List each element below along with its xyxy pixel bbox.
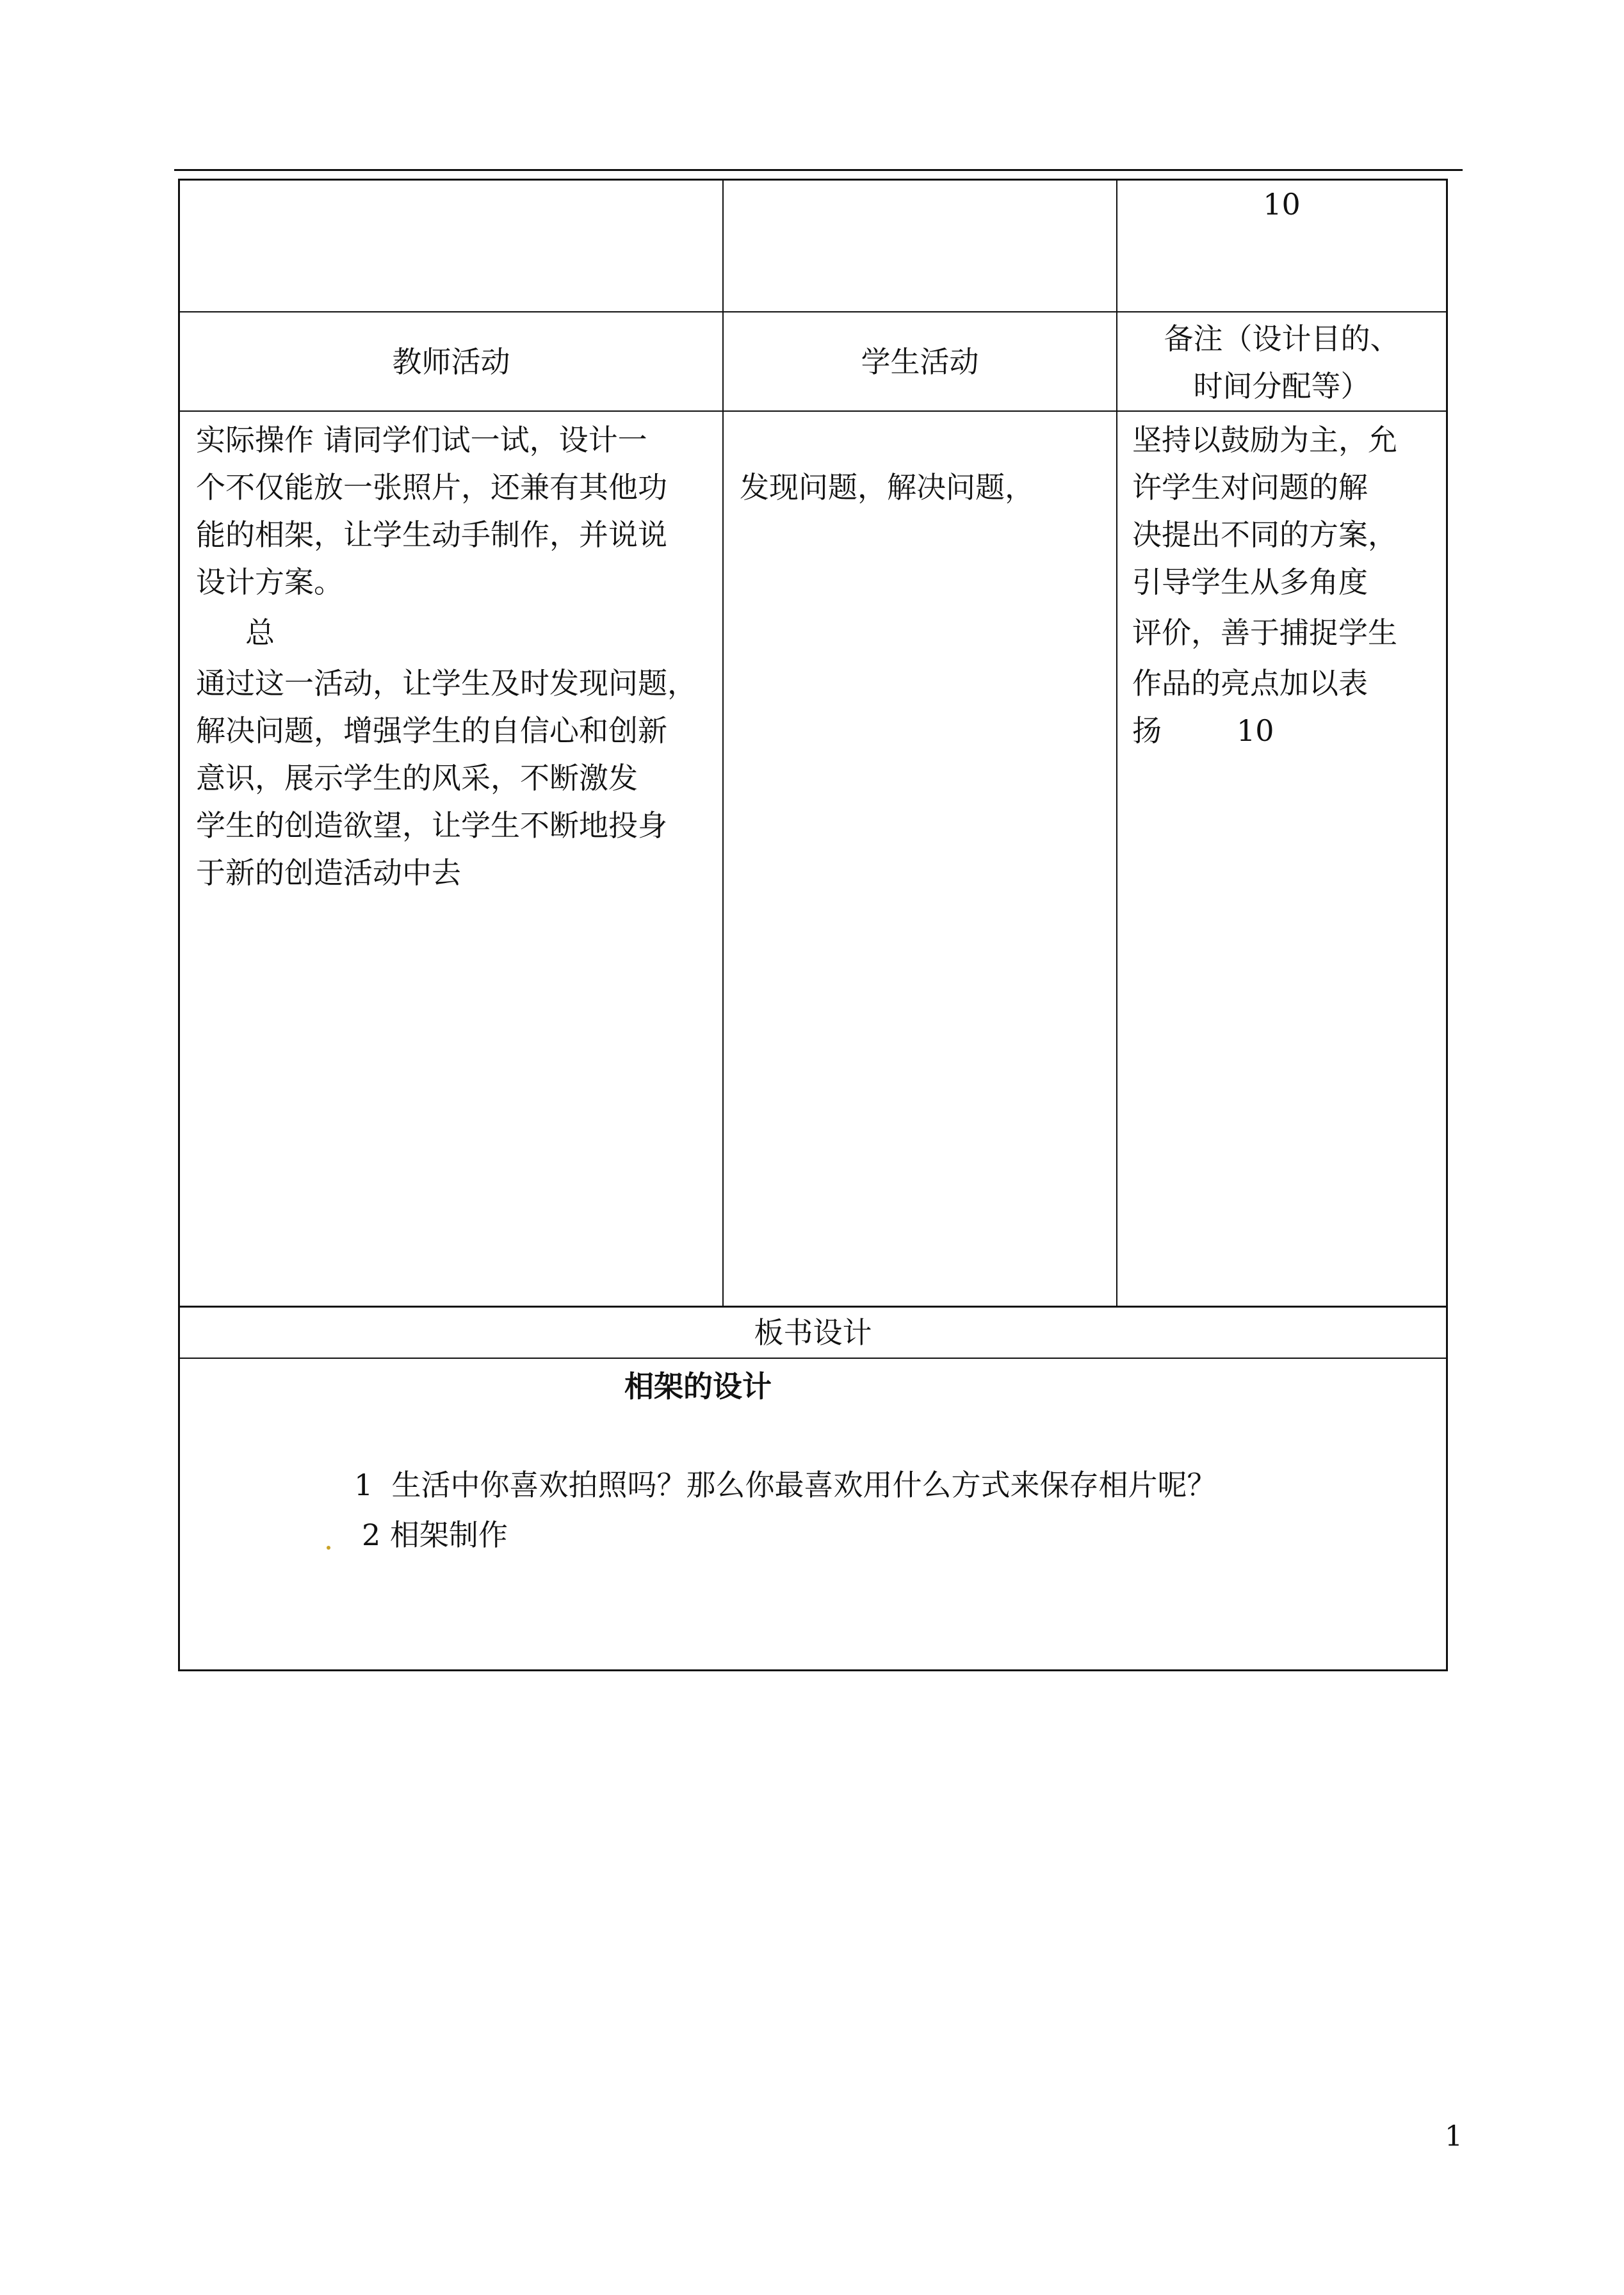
header-student-activity: 学生活动 bbox=[861, 345, 979, 379]
teacher-text-line: 于新的创造活动中去 bbox=[196, 856, 461, 890]
table-row-divider bbox=[178, 410, 1448, 412]
remarks-text-line: 决提出不同的方案， bbox=[1132, 517, 1397, 552]
teacher-text-line: 解决问题，增强学生的自信心和创新 bbox=[196, 713, 667, 748]
student-activity-text: 发现问题，解决问题， bbox=[740, 470, 1034, 505]
teacher-text-line: 能的相架，让学生动手制作，并说说 bbox=[196, 517, 667, 552]
table-row-divider bbox=[178, 311, 1448, 312]
table-border-right bbox=[1446, 179, 1448, 1671]
header-rule bbox=[174, 169, 1463, 171]
board-title: 相架的设计 bbox=[624, 1369, 772, 1404]
board-design-heading: 板书设计 bbox=[754, 1315, 872, 1350]
board-item-2: 2 相架制作 bbox=[362, 1518, 508, 1552]
teacher-text-line: 学生的创造欲望，让学生不断地投身 bbox=[196, 808, 667, 843]
board-item-1: 1 生活中你喜欢拍照吗？那么你最喜欢用什么方式来保存相片呢？ bbox=[354, 1468, 1217, 1502]
remarks-text-line: 引导学生从多角度 bbox=[1132, 565, 1368, 599]
table-border-bottom bbox=[178, 1669, 1448, 1671]
teacher-text-line: 总 bbox=[245, 615, 275, 650]
top-row-remarks: 10 bbox=[1263, 187, 1301, 222]
page-number: 1 bbox=[1445, 2120, 1463, 2153]
remarks-text-line: 扬 10 bbox=[1132, 713, 1274, 748]
table-row-divider bbox=[178, 1306, 1448, 1308]
remarks-text-line: 坚持以鼓励为主，允 bbox=[1132, 423, 1397, 457]
orange-dot-mark bbox=[327, 1546, 330, 1550]
header-remarks-line-2: 时间分配等） bbox=[1193, 369, 1370, 403]
teacher-text-line: 实际操作 请同学们试一试，设计一 bbox=[196, 423, 647, 457]
remarks-text-line: 许学生对问题的解 bbox=[1132, 470, 1368, 505]
teacher-text-line: 设计方案。 bbox=[196, 565, 343, 599]
teacher-text-line: 意识，展示学生的风采，不断激发 bbox=[196, 761, 638, 795]
header-teacher-activity: 教师活动 bbox=[392, 345, 510, 379]
table-border-left bbox=[178, 179, 180, 1671]
remarks-text-line: 作品的亮点加以表 bbox=[1132, 666, 1368, 701]
header-remarks-line-1: 备注（设计目的、 bbox=[1164, 321, 1400, 356]
table-row-divider bbox=[178, 1358, 1448, 1359]
teacher-text-line: 通过这一活动，让学生及时发现问题， bbox=[196, 666, 697, 701]
teacher-text-line: 个不仅能放一张照片，还兼有其他功 bbox=[196, 470, 667, 505]
remarks-text-line: 评价，善于捕捉学生 bbox=[1132, 615, 1397, 650]
